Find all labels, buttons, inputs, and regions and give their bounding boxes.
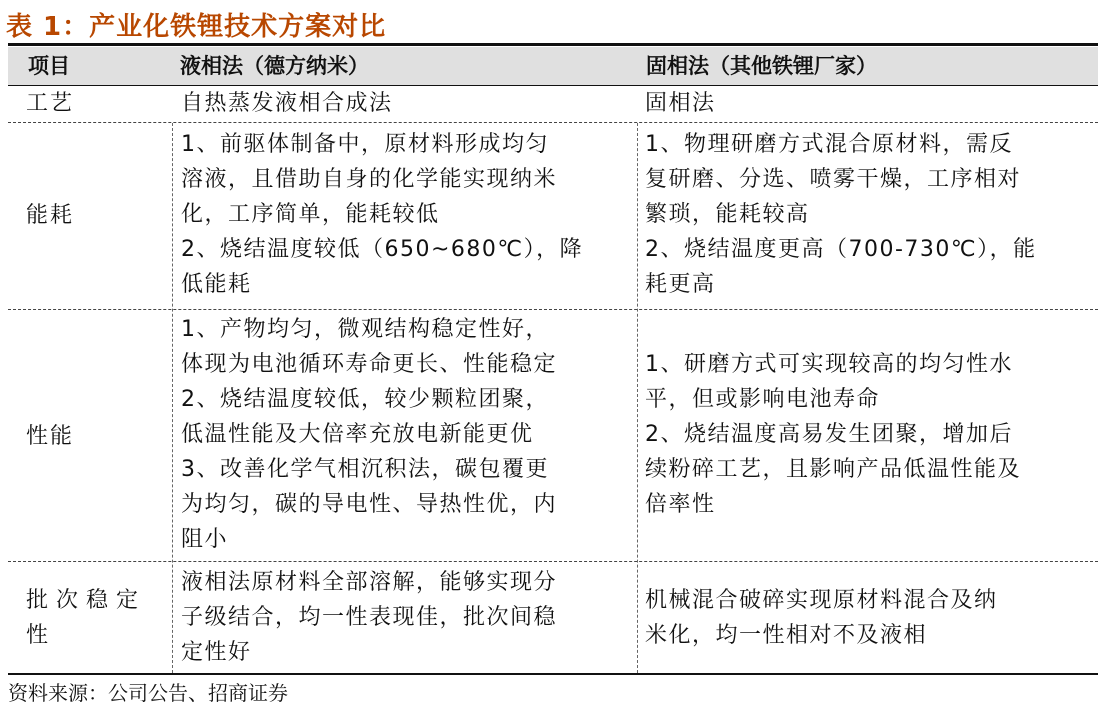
- row-label-energy: [26, 198, 74, 233]
- cell-line: 续粉碎工艺，且影响产品低温性能及: [645, 457, 1022, 482]
- cell-line: 液相法原材料全部溶解，能够实现分: [181, 570, 558, 595]
- cell-line: 溶液，且借助自身的化学能实现纳米: [181, 167, 558, 192]
- row-label-line: 能耗: [26, 203, 75, 228]
- cell-line: 2、烧结温度高易发生团聚，增加后: [645, 422, 1013, 447]
- column-divider: [637, 123, 638, 673]
- cell-solid-batch-stability: [645, 583, 998, 653]
- cell-line: 2、烧结温度较低（650~680℃），降: [181, 237, 584, 262]
- cell-line: 米化，均一性相对不及液相: [645, 623, 928, 648]
- row-label-process: [26, 86, 74, 121]
- row-label-batch-stability: [26, 583, 146, 653]
- cell-line: 子级结合，均一性表现佳，批次间稳: [181, 605, 558, 630]
- cell-line: 平，但或影响电池寿命: [645, 387, 881, 412]
- cell-line: 阻小: [181, 527, 229, 552]
- cell-line: 1、物理研磨方式混合原材料，需反: [645, 132, 1013, 157]
- cell-line: 机械混合破碎实现原材料混合及纳: [645, 588, 998, 613]
- cell-line: 繁琐，能耗较高: [645, 202, 810, 227]
- cell-liquid-performance: [181, 312, 557, 557]
- row-label-line: 性: [26, 623, 51, 648]
- cell-liquid-process: [181, 86, 393, 121]
- top-rule: [8, 43, 1098, 46]
- cell-liquid-energy: [181, 127, 583, 302]
- table-title: 表 1：产业化铁锂技术方案对比: [6, 12, 387, 42]
- cell-line: 化，工序简单，能耗较低: [181, 202, 440, 227]
- cell-solid-performance: [645, 347, 1021, 522]
- cell-line: 固相法: [645, 91, 716, 116]
- table-header: [8, 47, 1098, 85]
- cell-line: 1、前驱体制备中，原材料形成均匀: [181, 132, 549, 157]
- header-rule: [8, 85, 1098, 86]
- cell-line: 定性好: [181, 640, 252, 665]
- cell-line: 低温性能及大倍率充放电新能更优: [181, 422, 534, 447]
- row-label-line: 批次稳定: [26, 588, 147, 613]
- cell-liquid-batch-stability: [181, 565, 557, 670]
- cell-line: 2、烧结温度更高（700-730℃），能: [645, 237, 1037, 262]
- cell-line: 为均匀，碳的导电性、导热性优，内: [181, 492, 558, 517]
- cell-line: 自热蒸发液相合成法: [181, 91, 393, 116]
- cell-line: 2、烧结温度较低，较少颗粒团聚，: [181, 387, 549, 412]
- row-label-line: 工艺: [26, 91, 75, 116]
- cell-line: 1、产物均匀，微观结构稳定性好，: [181, 317, 549, 342]
- source-note: 资料来源：公司公告、招商证券: [8, 681, 288, 705]
- cell-line: 倍率性: [645, 492, 716, 517]
- row-label-performance: [26, 419, 74, 454]
- header-solid-phase: 固相法（其他铁锂厂家）: [646, 54, 877, 78]
- cell-line: 体现为电池循环寿命更长、性能稳定: [181, 352, 558, 377]
- cell-solid-energy: [645, 127, 1037, 302]
- bottom-rule: [8, 673, 1098, 675]
- column-divider: [172, 123, 173, 673]
- header-item: 项目: [28, 54, 70, 78]
- header-liquid-phase: 液相法（德方纳米）: [180, 54, 369, 78]
- cell-line: 低能耗: [181, 272, 252, 297]
- cell-line: 耗更高: [645, 272, 716, 297]
- cell-line: 复研磨、分选、喷雾干燥，工序相对: [645, 167, 1022, 192]
- cell-solid-process: [645, 86, 716, 121]
- row-label-line: 性能: [26, 424, 75, 449]
- cell-line: 1、研磨方式可实现较高的均匀性水: [645, 352, 1013, 377]
- cell-line: 3、改善化学气相沉积法，碳包覆更: [181, 457, 549, 482]
